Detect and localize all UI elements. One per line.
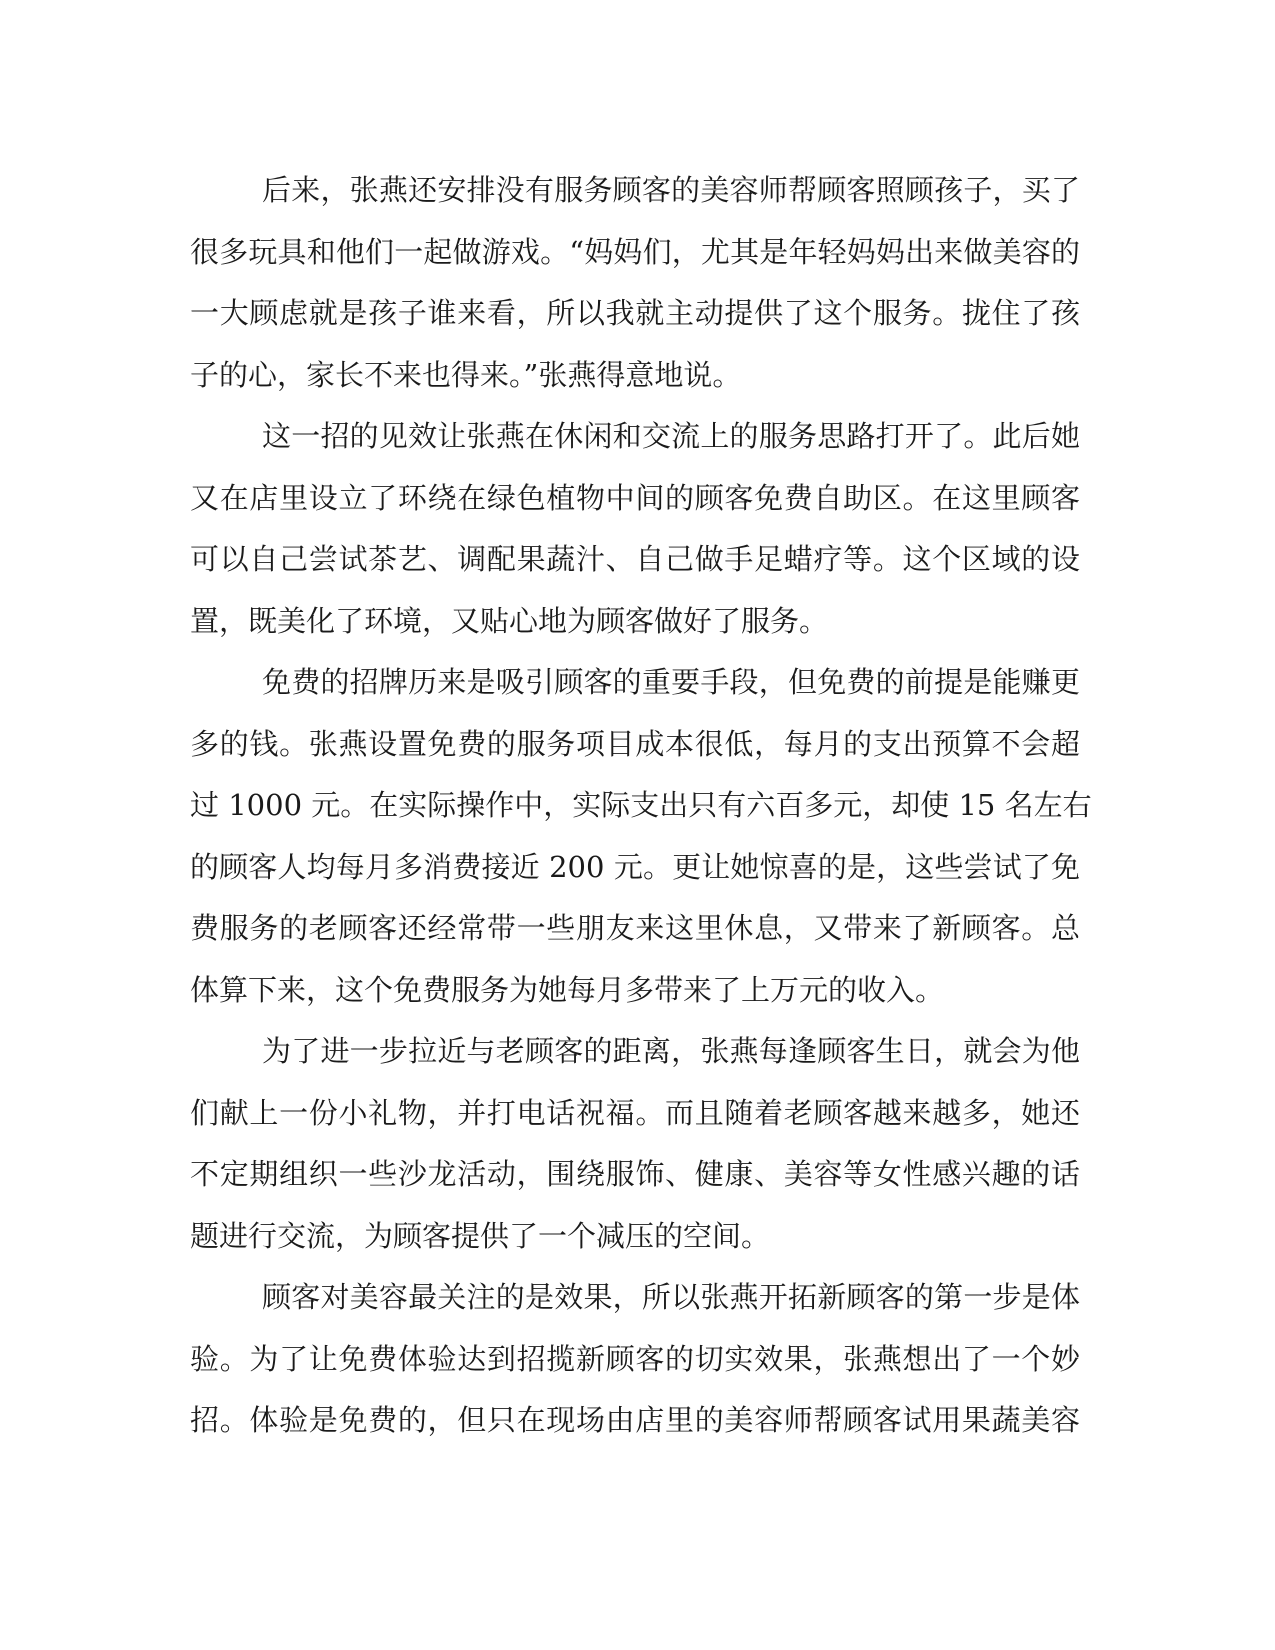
text-line: 一大顾虑就是孩子谁来看，所以我就主动提供了这个服务。拢住了孩 bbox=[190, 296, 1080, 330]
body-text bbox=[190, 160, 1092, 1452]
text-line: 子的心，家长不来也得来。”张燕得意地说。 bbox=[190, 357, 742, 392]
text-line: 题进行交流，为顾客提供了一个减压的空间。 bbox=[190, 1218, 771, 1253]
text-line: 免费的招牌历来是吸引顾客的重要手段，但免费的前提是能赚更 bbox=[262, 665, 1080, 699]
text-line: 们献上一份小礼物，并打电话祝福。而且随着老顾客越来越多，她还 bbox=[190, 1095, 1080, 1130]
text-line: 招。体验是免费的，但只在现场由店里的美容师帮顾客试用果蔬美容 bbox=[190, 1403, 1080, 1437]
text-line: 后来，张燕还安排没有服务顾客的美容师帮顾客照顾孩子，买了 bbox=[262, 173, 1080, 207]
text-line: 过 1000 元。在实际操作中，实际支出只有六百多元，却使 15 名左右 bbox=[190, 788, 1092, 822]
text-line: 费服务的老顾客还经常带一些朋友来这里休息，又带来了新顾客。总 bbox=[190, 911, 1080, 945]
text-line: 为了进一步拉近与老顾客的距离，张燕每逢顾客生日，就会为他 bbox=[262, 1034, 1080, 1068]
text-line: 的顾客人均每月多消费接近 200 元。更让她惊喜的是，这些尝试了免 bbox=[190, 849, 1080, 884]
text-line: 体算下来，这个免费服务为她每月多带来了上万元的收入。 bbox=[190, 972, 945, 1007]
text-line: 又在店里设立了环绕在绿色植物中间的顾客免费自助区。在这里顾客 bbox=[190, 480, 1080, 515]
text-line: 顾客对美容最关注的是效果，所以张燕开拓新顾客的第一步是体 bbox=[262, 1280, 1080, 1314]
text-line: 可以自己尝试茶艺、调配果蔬汁、自己做手足蜡疗等。这个区域的设 bbox=[190, 542, 1080, 576]
text-line: 不定期组织一些沙龙活动，围绕服饰、健康、美容等女性感兴趣的话 bbox=[190, 1157, 1080, 1191]
text-line: 很多玩具和他们一起做游戏。“妈妈们，尤其是年轻妈妈出来做美容的 bbox=[190, 234, 1080, 269]
text-line: 多的钱。张燕设置免费的服务项目成本很低，每月的支出预算不会超 bbox=[190, 726, 1080, 761]
text-line: 置，既美化了环境，又贴心地为顾客做好了服务。 bbox=[190, 603, 829, 638]
text-line: 这一招的见效让张燕在休闲和交流上的服务思路打开了。此后她 bbox=[262, 419, 1080, 453]
text-line: 验。为了让免费体验达到招揽新顾客的切实效果，张燕想出了一个妙 bbox=[190, 1341, 1080, 1376]
